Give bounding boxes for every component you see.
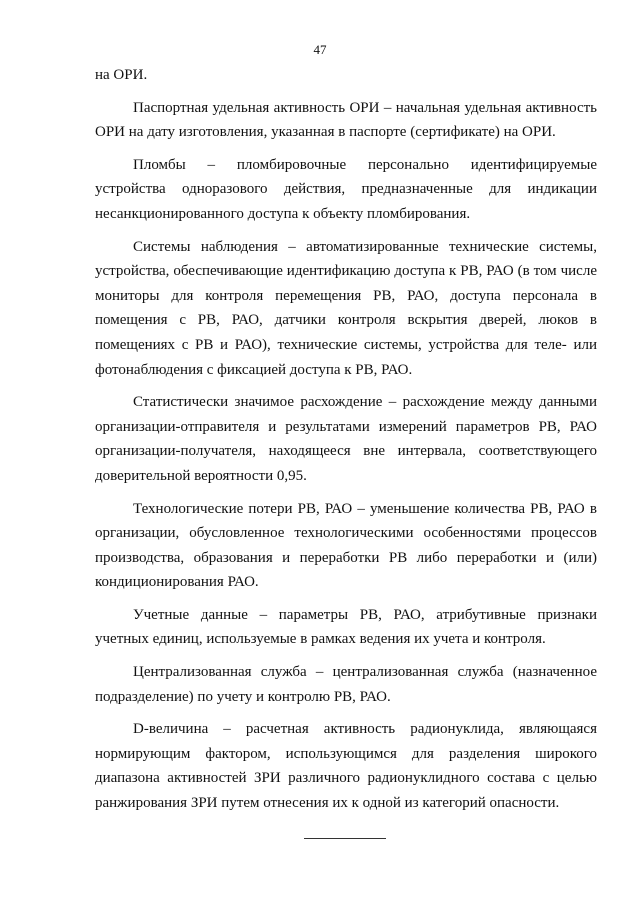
paragraph-accounting-data: Учетные данные – параметры РВ, РАО, атрибутивные признаки учетных единиц, используемые в рамках ведения их учета и контроля. (95, 606, 597, 648)
paragraph-statistical-discrepancy: Статистически значимое расхождение – расхождение между данными организации-отправителя и результатами измерений параметров РВ, РАО организации-получателя, находящееся вне интервала, соответствующего доверительной вероятности 0,95. (95, 394, 597, 484)
body-text (95, 63, 597, 824)
paragraph-surveillance-systems: Системы наблюдения – автоматизированные технические системы, устройства, обеспечивающие идентификацию доступа к РВ, РАО (в том числе мониторы для контроля перемещения РВ, РАО, доступа персонала в помещения с РВ, РАО, датчики контроля вскрытия дверей, люков в помещениях с РВ и РАО), технические системы, устройства для теле- или фотонаблюдения с фиксацией доступа к РВ, РАО. (95, 238, 597, 378)
end-separator-line (304, 838, 386, 839)
paragraph-central-service: Централизованная служба – централизованная служба (назначенное подразделение) по учету и контролю РВ, РАО. (95, 664, 597, 705)
paragraph-d-value: D-величина – расчетная активность радионуклида, являющаяся нормирующим фактором, использующимся для разделения широкого диапазона активностей ЗРИ различного радионуклидного состава с целью ранжирования ЗРИ путем отнесения их к одной из категорий опасности. (95, 721, 597, 812)
paragraph-passport-activity: Паспортная удельная активность ОРИ – начальная удельная активность ОРИ на дату изготовления, указанная в паспорте (сертификате) на ОРИ. (95, 99, 597, 141)
paragraph-continuation: на ОРИ. (95, 67, 148, 83)
paragraph-seals: Пломбы – пломбировочные персонально идентифицируемые устройства одноразового действия, предназначенные для индикации несанкционированного доступа к объекту пломбирования. (95, 156, 597, 222)
page-number: 47 (313, 42, 327, 57)
paragraph-technological-losses: Технологические потери РВ, РАО – уменьшение количества РВ, РАО в организации, обусловленное технологическими особенностями процессов производства, образования и переработки РВ либо переработки и (или) кондиционирования РАО. (95, 500, 597, 591)
